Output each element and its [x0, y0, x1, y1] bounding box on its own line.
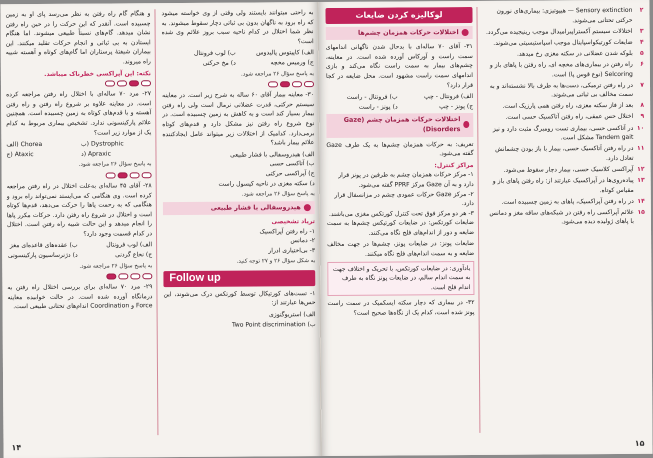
option: ج) Ataxic: [6, 150, 34, 158]
list-item-number: ۳: [639, 27, 644, 35]
list-item-number: ۱۰: [636, 124, 645, 132]
list-item: ۱- مرکز حرکات همزمان چشم به طرفین در پونز قرار دارد و به آن Gaze مرکز PPRF گفته می‌شود.: [338, 171, 474, 189]
control-centers-heading: مراکز کنترل:: [434, 161, 474, 169]
question: ۳۲- در بیماری که دچار سکته ایسکمیک در سمت راست پونز شده است، کدام یک از نگاه‌ها صحیح است؟: [327, 299, 475, 317]
option: الف) Chorea: [6, 141, 43, 149]
option: ج) آپراکسی حرکتی: [265, 169, 315, 178]
right-page-column-1: [483, 6, 646, 433]
answer-options: [7, 241, 152, 261]
paragraph: و هنگام گام راه رفتن به نظر می‌رسد پای او به زمین چسبیده است. آنقدر که این حرکت را در حین راه رفتن نشان میدهد. گام‌های نسبتاً طبیعی میشوند. اما هنگام ایستادن به بی ثباتی و انجام حرکات تقلید میکنند. این بیماران شیفتۀ پرستاران اما گام‌های کوتاه و آهسته شبیه راه میروند.: [5, 10, 151, 66]
left-page: [0, 2, 321, 458]
answer-badges: [7, 273, 152, 280]
list-item: ۳- بی‌اختیاری ادرار: [268, 247, 316, 255]
list-item-text: ضایعات کورتیکواسپاینال موجب اسپاستیسیتی می‌شوند.: [493, 38, 633, 47]
list-item-text: در راه رفتن آپراکسیک، پاهای به زمین چسبیده است.: [501, 197, 634, 206]
list-item-text: در راه رفتن آتاکسیک حسی، بیمار با باز بودن چشمانش تعادل دارد.: [495, 145, 634, 162]
list-item: الف) استریوگنوزی: [268, 311, 316, 319]
list-item: [485, 165, 645, 176]
list-item-number: ۱۵: [637, 208, 645, 216]
list-item: [484, 112, 644, 123]
answer-options: [162, 150, 314, 189]
list-item: [484, 144, 644, 164]
list-item: ۲- مرکز Gaze حرکات عمودی چشم در مزانسفال قرار دارد.: [334, 190, 474, 208]
answer-reference: به پاسخ سؤال ۲۶ مراجعه شود.: [241, 191, 315, 198]
question: ۲۹- مرد ۷۰ ساله‌ای برای بررسی اختلال راه رفتن به درمانگاه آورده شده است. در حالت خوابیده معاینه Force و Coordination اندام‌های تحتانی طبیعی است.: [7, 283, 153, 311]
option: د) دژنرساسیون پارکینسونی: [7, 251, 78, 260]
question: ۲۷- مرد ۷۰ ساله‌ای با اختلال راه رفتن مراجعه کرده است. در معاینه علاوه بر شروع راه رفتن و راه رفتن آهسته و با قدم‌های کوتاه به زمین چسبیده است. همچنین علائم پارکینسونی ندارد. تشخیص بیماری مربوط به کدام یک از موارد زیر است؟: [6, 90, 152, 137]
answer-reference: به شکل سؤال ۲۶ و ۲۷ توجه کنید.: [236, 257, 316, 265]
option: د) سکته مغزی در ناحیه کپسول راست: [218, 179, 315, 188]
list-item-text: آپراکسی کلاسیک حسی، بیمار دچار سقوط می‌شود.: [503, 165, 634, 174]
question: ۳۱- آقای ۷۰ ساله‌ای با بدحال شدن ناگهانی اندامهای سمت راست و آورکاس آورده شده است. در معاینه، چشم‌های بیمار به سمت راست نگاه می‌کند و بازی اندامهای سمت راست مشهود است. محل ضایعه در کجا قرار دارد؟: [325, 43, 474, 89]
option: ب) لوب فرونتال: [193, 50, 236, 58]
answer-options: [6, 139, 151, 159]
list-item: ۲- دمانس: [290, 237, 316, 245]
bullet-icon: [304, 204, 311, 211]
right-page-column-2: [325, 7, 480, 434]
option: الف) هیدروسفالی با فشار طبیعی: [230, 150, 315, 159]
right-page: [318, 0, 652, 456]
definition: تعریف: به حرکات همزمان چشم‌ها به یک طرف Gaze گفته می‌شود.: [326, 140, 474, 158]
left-page-column-2: [5, 9, 158, 436]
option: ب) آتاکسی حسی: [269, 160, 315, 168]
list-item: [484, 38, 644, 49]
list-item: ب) Two Point discrimination: [231, 320, 316, 329]
option: د) پونز - راست: [358, 103, 398, 111]
note: نکته: این آپراکسی خطرناک میباشد.: [44, 69, 151, 78]
list-item: [484, 49, 644, 60]
list-item-number: ۱۳: [637, 176, 645, 184]
list-item: [484, 123, 644, 143]
follow-up-banner: Follow up: [163, 270, 315, 287]
answer-reference: به پاسخ سؤال ۲۶ مراجعه شود.: [241, 70, 314, 78]
subsection-heading: اختلالات حرکات همزمان چشم (Gaze Disorders): [326, 113, 473, 137]
paragraph: به راحتی میتوانند بایستند ولی وقتی از وی خواسته میشود که راه برود به ناگهان بدون بی ثباتی دچار سقوط میشوند. به نظر شما اختلال در کدام ناحیه سبب بروز علائم وی شده است؟: [161, 9, 314, 45]
list-item-number: ۹: [640, 113, 645, 121]
list-item-text: پیاده‌روی‌ها در آپراکسیک عبارتند از: راه رفتن پاهای باز و مقیاس کوتاه.: [492, 176, 634, 194]
list-item-number: ۶: [640, 60, 644, 68]
list-item-number: ۱۴: [637, 197, 645, 205]
list-item: ۱- راه رفتن آپراکسیک: [259, 227, 316, 236]
option: ج) پونز - چپ: [439, 102, 474, 110]
list-item-text: علائم آپراکسی راه رفتن در شبکه‌های ساقه مغز و دمانس با پاهای ژولیده دیده می‌شود.: [489, 208, 634, 226]
option: ب) عقده‌های قاعده‌ای مغز: [9, 242, 78, 250]
option: ب) فرونتال - راست: [346, 93, 398, 102]
triad-list: [163, 227, 315, 257]
list-item: [484, 80, 644, 100]
option: ج) ورمیس مخچه: [270, 59, 314, 67]
section-heading: هیدروسفالی با فشار طبیعی: [163, 201, 315, 216]
list-item-text: اختلالات سیستم آکستراپیرامیدال موجب رینیجیده می‌گردد.: [485, 27, 633, 36]
list-item-text: اختلال حس عمقی، راه رفتن آتاکسیک حسی است.: [505, 113, 634, 122]
list-item-text: Sensory extinction — هیپوتیزی: بیماری‌های نورون حرکتی تحتانی می‌شوند.: [496, 6, 633, 24]
paragraph: ضایعات پونز: در ضایعات پونز، چشم‌ها در جهت مخالف ضایعه و به سمت اندام‌های فلج نگاه میکنند.: [327, 240, 475, 258]
list-item-number: ۴: [639, 38, 644, 46]
answer-badges: [6, 80, 151, 87]
answer-badges: [7, 172, 152, 179]
answer-options: [326, 92, 473, 112]
option: الف) فرونتال - چپ: [424, 93, 474, 101]
chapter-title: لوکالیزه کردن ضایعات: [325, 7, 472, 24]
list-item: [484, 60, 644, 80]
option: د) مخ حرکتی: [202, 59, 236, 67]
list-item: ۳- هر دو مرکز فوق تحت کنترل کورتکس مغزی می‌باشند.: [328, 209, 474, 218]
list-item: [483, 6, 643, 26]
option: د) Apraxic: [80, 150, 111, 158]
answer-reference: به پاسخ سؤال ۲۶ مراجعه شود.: [78, 161, 152, 169]
paragraph: ضایعات کورتکس: در ضایعات کورتیکس چشم‌ها به سمت ضایعه و دور از اندام‌های فلج نگاه می‌کنند.: [326, 219, 475, 237]
option: ب) Dystrophic: [80, 140, 124, 148]
list-item-text: بعد از فاز سکته مغزی، راه رفتن همی پارزیک است.: [502, 102, 634, 111]
list-item-text: راه رفتن در بیماری‌های مخچه ای، راه رفتن با پاهای باز و Selcoring (نوع قوس پا) است.: [489, 60, 633, 78]
bullet-icon: [463, 121, 469, 128]
section-heading: اختلالات حرکات همزمان چشم‌ها: [326, 26, 473, 41]
page-number: ۱۵: [634, 438, 645, 448]
answer-options: [162, 48, 314, 68]
list-item: [485, 196, 645, 207]
reminder-box: یادآوری: در ضایعات کورتکس، با تحریک و اختلاف جهت به سمت اندام سالم، در ضایعات پونز نگاه به طرف اندام فلج است.: [327, 261, 474, 297]
left-page-column-1: [161, 8, 316, 435]
control-centers-list: [327, 170, 474, 219]
list-item-number: ۷: [640, 81, 645, 89]
list-item-number: ۵: [640, 49, 644, 57]
list-item-number: ۱۲: [637, 165, 645, 173]
list-item: [484, 101, 644, 112]
answer-reference: به پاسخ سؤال ۲۶ مراجعه شود.: [79, 262, 153, 270]
page-number: ۱۴: [11, 443, 22, 453]
list-item-number: ۲: [639, 6, 644, 14]
list-item: [485, 176, 645, 196]
list-item-text: بلوکه شدن عضلانی در سکته مغزی رخ میدهد.: [516, 49, 633, 58]
list-item-number: ۱۱: [636, 144, 645, 153]
paragraph: ۱- تست‌های کورتیکال توسط کورتکس درک می‌شوند، این حس‌ها عبارتند از:: [163, 289, 316, 307]
option: الف) کاپیتوس پالیدوس: [256, 49, 314, 57]
bullet-icon: [462, 29, 469, 36]
option: الف) لوب فرونتال: [106, 241, 153, 250]
list-item-number: ۸: [640, 102, 645, 110]
list-item: [484, 26, 644, 37]
question: ۲۸- آقای ۴۵ ساله‌ای به‌علت اختلال در راه رفتن مراجعه کرده است. وی هنگامی که می‌ایستد نمی‌تواند راه برود و هنگامی که به رحمت پاها را حرکت می‌دهد، قدم‌ها کوتاه است و اختلال در شروع راه رفتن دارد. حرکات مکرر پاها را انجام میدهد و این حالت شبیه راه رفتن است. اختلال در کدام قسمت وجود دارد؟: [6, 182, 153, 238]
list-item-text: در آتاکسی حسی، بیماری تست رومبرگ مثبت دارد و نیز Tandem gait مشکل است.: [492, 124, 634, 142]
answer-badges: [162, 81, 314, 88]
question: ۳۰- معاینه بیمار آقای ۶۰ ساله به شرح زیر است. در معاینه سیستم حرکتی، قدرت عضلانی نرمال است ولی راه رفتن بیمار بسیار کند است و به کاهش به زمین چسبیده است. در نوع شروع راه رفتن نیز مشکل دارد و قدم‌های کوتاه برمی‌دارد. کدامیک از اختلالات زیر میتواند عامل ایجادکننده علائم بیمار باشد؟: [162, 91, 315, 147]
section-subheading: تریاد تشخیصی: [271, 218, 315, 226]
option: ج) نخاع گردنی: [115, 251, 153, 259]
list-item-text: در راه رفتن ترمیکی، دست‌ها به طرف بالا نشسته‌اند و به سمت مخالف بی ثباتی می‌شوند.: [489, 81, 634, 99]
list-item: [485, 208, 645, 228]
